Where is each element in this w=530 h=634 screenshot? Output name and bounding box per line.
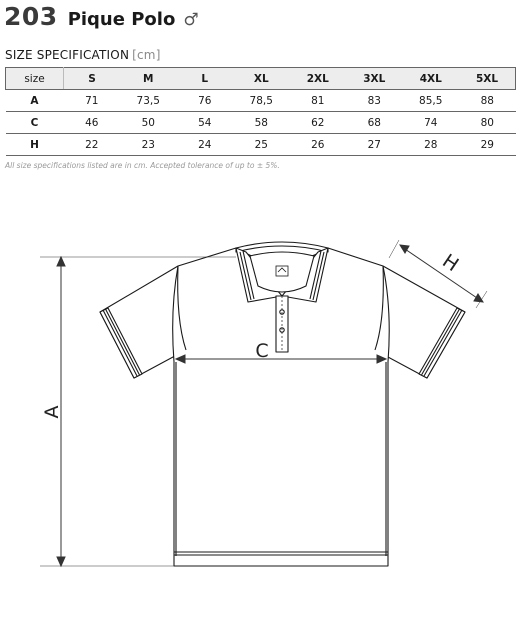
table-cell: 62 bbox=[290, 112, 347, 134]
dimension-label-c: C bbox=[255, 340, 269, 362]
table-cell: 71 bbox=[64, 90, 121, 112]
table-cell: 58 bbox=[233, 112, 290, 134]
male-symbol-icon: ♂ bbox=[183, 10, 199, 30]
table-cell: 24 bbox=[177, 134, 234, 156]
column-header: 2XL bbox=[290, 68, 347, 90]
table-cell: 76 bbox=[177, 90, 234, 112]
unit-label: [cm] bbox=[132, 48, 161, 62]
table-cell: 23 bbox=[120, 134, 177, 156]
table-cell: 80 bbox=[459, 112, 516, 134]
table-cell: 81 bbox=[290, 90, 347, 112]
table-cell: 46 bbox=[64, 112, 121, 134]
row-label: H bbox=[6, 134, 64, 156]
model-number: 203 bbox=[4, 2, 58, 31]
table-cell: 85,5 bbox=[403, 90, 460, 112]
column-header: M bbox=[120, 68, 177, 90]
row-label: A bbox=[6, 90, 64, 112]
column-header: L bbox=[177, 68, 234, 90]
table-cell: 27 bbox=[346, 134, 403, 156]
product-name: Pique Polo bbox=[67, 9, 176, 30]
collar-back bbox=[236, 242, 328, 252]
table-cell: 74 bbox=[403, 112, 460, 134]
table-cell: 54 bbox=[177, 112, 234, 134]
table-cell: 29 bbox=[459, 134, 516, 156]
table-cell: 88 bbox=[459, 90, 516, 112]
column-header: 3XL bbox=[346, 68, 403, 90]
dimension-label-h: H bbox=[438, 249, 463, 277]
table-cell: 28 bbox=[403, 134, 460, 156]
dimension-label-a: A bbox=[41, 405, 63, 419]
column-header: 5XL bbox=[459, 68, 516, 90]
column-header: S bbox=[64, 68, 121, 90]
table-cell: 25 bbox=[233, 134, 290, 156]
table-cell: 68 bbox=[346, 112, 403, 134]
table-cell: 22 bbox=[64, 134, 121, 156]
table-cell: 78,5 bbox=[233, 90, 290, 112]
section-title: SIZE SPECIFICATION bbox=[5, 48, 130, 62]
table-cell: 73,5 bbox=[120, 90, 177, 112]
column-header: XL bbox=[233, 68, 290, 90]
table-cell: 83 bbox=[346, 90, 403, 112]
row-label: C bbox=[6, 112, 64, 134]
tolerance-note: All size specifications listed are in cm. Accepted tolerance of up to ± 5%. bbox=[5, 161, 280, 170]
table-cell: 50 bbox=[120, 112, 177, 134]
table-cell: 26 bbox=[290, 134, 347, 156]
column-header: size bbox=[6, 68, 64, 90]
column-header: 4XL bbox=[403, 68, 460, 90]
